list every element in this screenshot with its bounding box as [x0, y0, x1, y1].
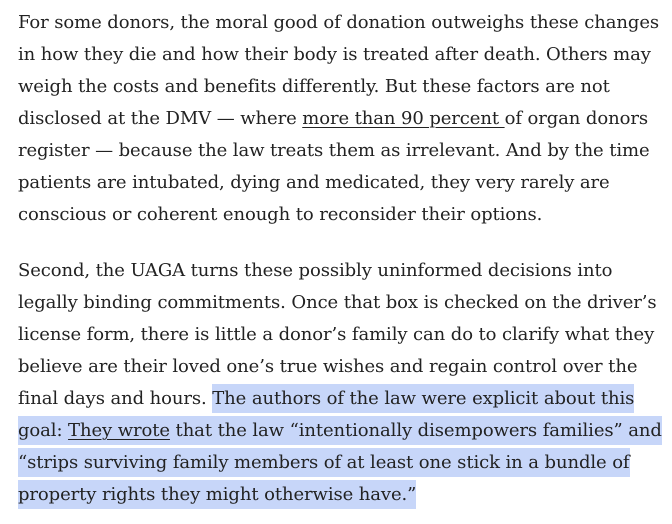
- selected-text-start[interactable]: The authors of the law were explicit about this goal:: [18, 384, 634, 445]
- paragraph-2-text-start: Second, the UAGA turns these possibly uninformed decisions into legally binding commitments. Once that box is checked on the driver’s license form, there is little a donor’s family can do to clarify what they believe are their loved one’s true wishes and regain control over the final days and hours.: [18, 260, 657, 409]
- paragraph-1-text-start: For some donors, the moral good of donation outweighs these changes in how they die and how their body is treated after death. Others may weigh the costs and benefits differently. But these factors are not disclosed at the DMV — where: [18, 12, 660, 129]
- selected-text-end[interactable]: that the law “intentionally disempowers families” and “strips surviving family members of at least one stick in a bundle of property rights they might otherwise have.”: [18, 416, 662, 509]
- they-wrote-link[interactable]: They wrote: [68, 416, 170, 445]
- more-than-90-percent-link[interactable]: more than 90 percent: [302, 108, 505, 129]
- paragraph-1-text-end: of organ donors register — because the law treats them as irrelevant. And by the time patients are intubated, dying and medicated, they very rarely are conscious or coherent enough to reconsider their options.: [18, 108, 650, 225]
- paragraph-2: [18, 255, 668, 511]
- article-body: [18, 7, 668, 511]
- paragraph-1: [18, 7, 668, 231]
